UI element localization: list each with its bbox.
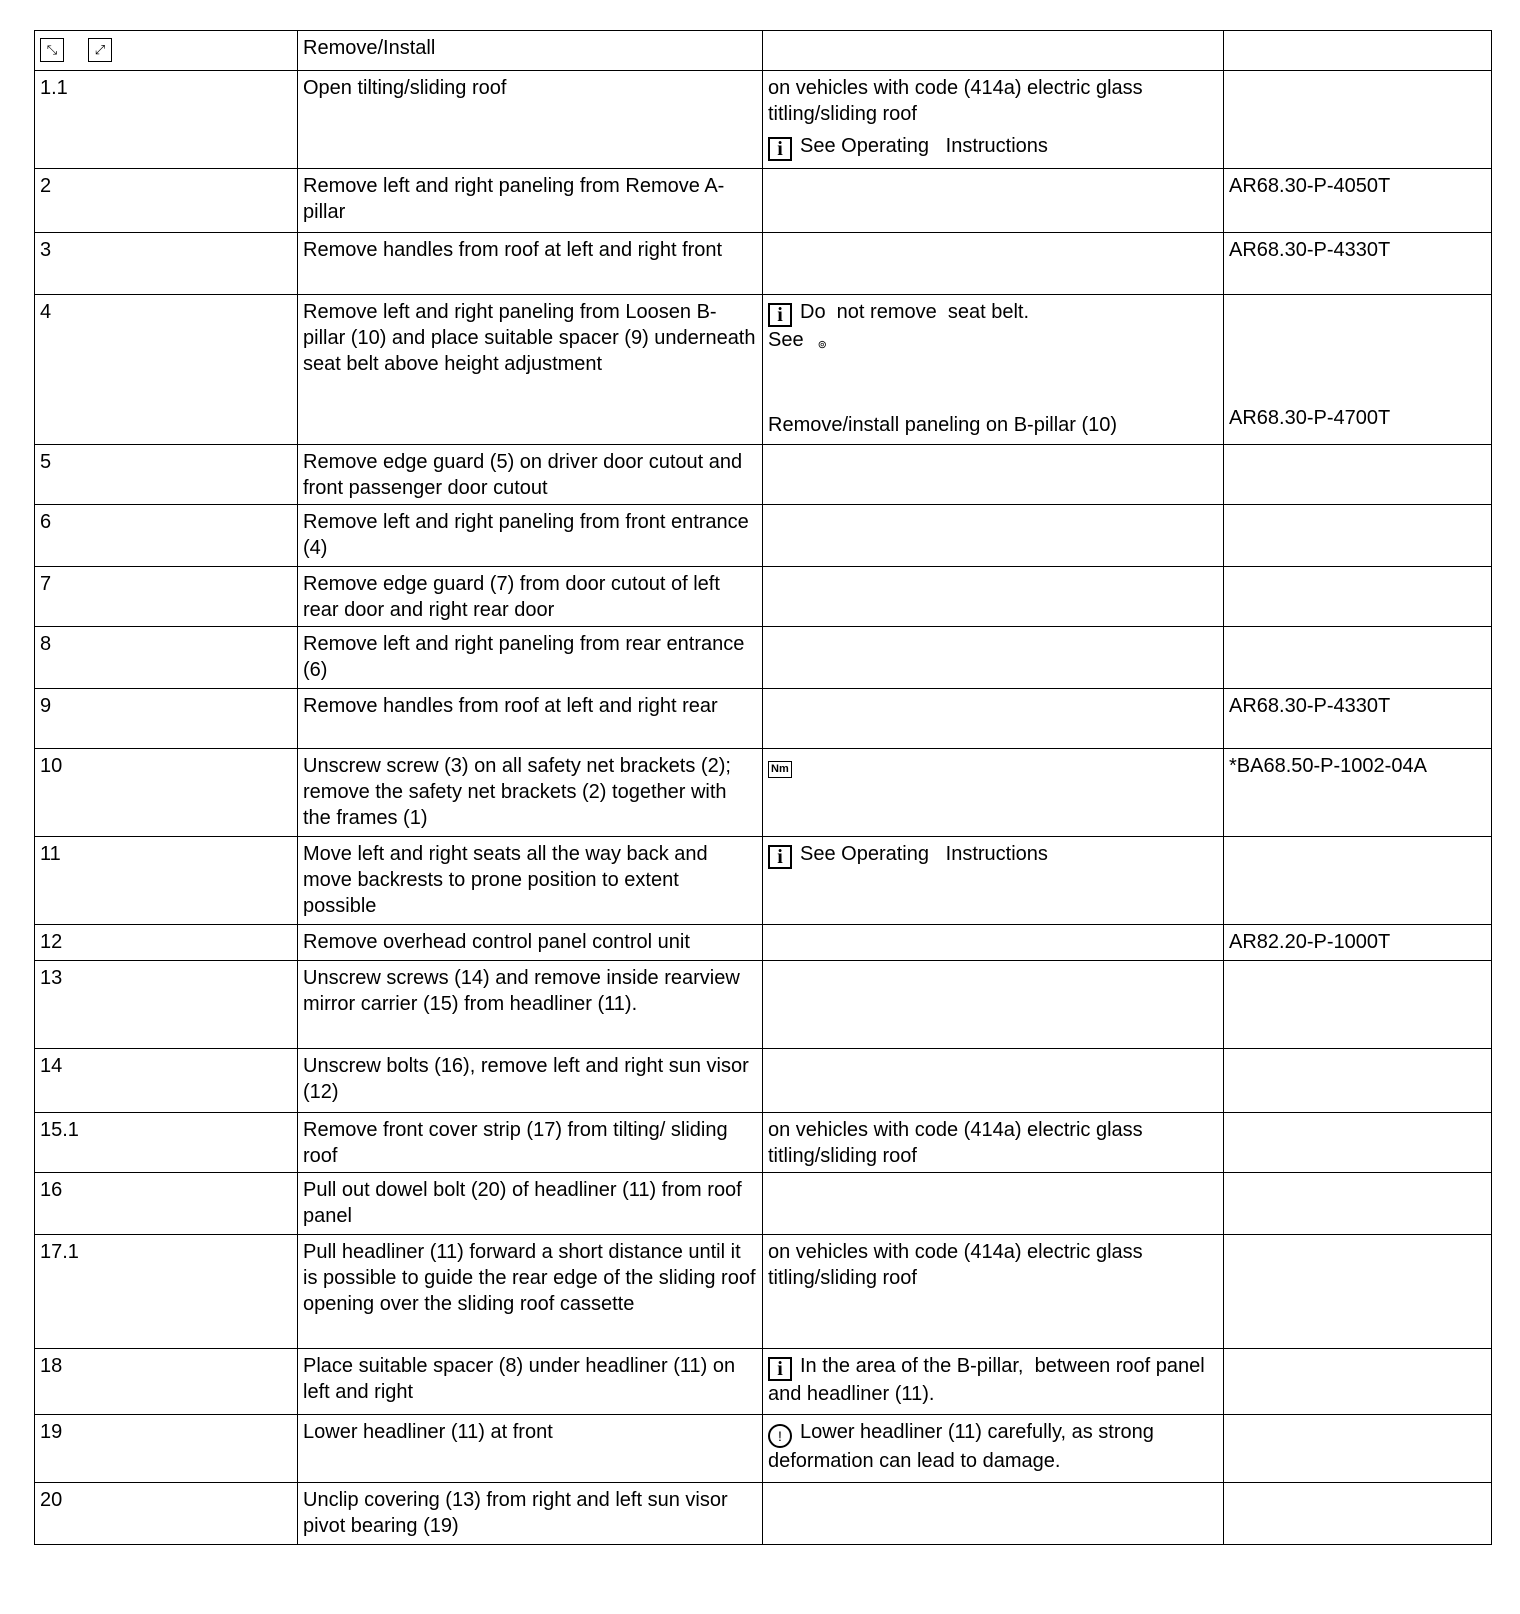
step-number: 11 (35, 837, 298, 925)
step-note: on vehicles with code (414a) electric glass titling/sliding roof (763, 1235, 1224, 1349)
table-row (35, 505, 1492, 567)
step-number: 9 (35, 689, 298, 749)
step-action: Unscrew screw (3) on all safety net brackets (2); remove the safety net brackets (2) together with the frames (1) (298, 749, 763, 837)
table-row (35, 837, 1492, 925)
table-row (35, 567, 1492, 627)
step-subnote: Remove/install paneling on B-pillar (10) (768, 414, 1118, 436)
step-number: 13 (35, 961, 298, 1049)
step-action: Unclip covering (13) from right and left sun visor pivot bearing (19) (298, 1483, 763, 1545)
step-number: 16 (35, 1173, 298, 1235)
procedure-table (34, 30, 1492, 1545)
step-number: 6 (35, 505, 298, 567)
table-row (35, 689, 1492, 749)
see-label: See (768, 329, 804, 351)
collapse-all-icon[interactable]: ⤢ (88, 38, 112, 62)
info-icon: i (768, 1357, 792, 1381)
table-row (35, 1415, 1492, 1483)
step-reference-link[interactable]: AR68.30-P-4700T (1229, 407, 1391, 429)
step-reference-link[interactable]: AR82.20-P-1000T (1224, 925, 1492, 961)
step-number: 5 (35, 445, 298, 505)
step-action: Remove edge guard (5) on driver door cutout and front passenger door cutout (298, 445, 763, 505)
step-action: Remove handles from roof at left and right front (298, 233, 763, 295)
info-text[interactable]: See Operating Instructions (800, 135, 1048, 157)
info-icon: i (768, 137, 792, 161)
table-row (35, 1049, 1492, 1113)
step-number: 18 (35, 1349, 298, 1415)
table-row (35, 1235, 1492, 1349)
table-row (35, 71, 1492, 169)
info-icon: i (768, 845, 792, 869)
step-action: Remove left and right paneling from Remove A-pillar (298, 169, 763, 233)
info-text: Do not remove seat belt. (800, 301, 1030, 323)
header-title: Remove/Install (298, 31, 763, 71)
step-action: Remove handles from roof at left and right rear (298, 689, 763, 749)
step-action: Move left and right seats all the way back and move backrests to prone position to extent possible (298, 837, 763, 925)
step-number: 1.1 (35, 71, 298, 169)
step-note: on vehicles with code (414a) electric glass titling/sliding roof (768, 77, 1143, 125)
step-action: Remove left and right paneling from Loosen B-pillar (10) and place suitable spacer (9) underneath seat belt above height adjustment (298, 295, 763, 445)
table-row (35, 627, 1492, 689)
step-action: Remove overhead control panel control unit (298, 925, 763, 961)
step-number: 17.1 (35, 1235, 298, 1349)
table-row (35, 233, 1492, 295)
step-number: 15.1 (35, 1113, 298, 1173)
step-reference-link[interactable]: AR68.30-P-4330T (1224, 689, 1492, 749)
table-row (35, 925, 1492, 961)
info-icon: i (768, 303, 792, 327)
step-reference (1224, 71, 1492, 169)
step-action: Lower headliner (11) at front (298, 1415, 763, 1483)
step-number: 8 (35, 627, 298, 689)
step-action: Remove edge guard (7) from door cutout of left rear door and right rear door (298, 567, 763, 627)
step-number: 7 (35, 567, 298, 627)
info-text[interactable]: See Operating Instructions (800, 843, 1048, 865)
step-number: 14 (35, 1049, 298, 1113)
step-action: Remove left and right paneling from rear entrance (6) (298, 627, 763, 689)
torque-nm-icon[interactable]: Nm (768, 761, 792, 778)
step-reference-link[interactable]: AR68.30-P-4050T (1224, 169, 1492, 233)
step-action: Remove left and right paneling from front entrance (4) (298, 505, 763, 567)
table-row (35, 1113, 1492, 1173)
step-action: Remove front cover strip (17) from tilting/ sliding roof (298, 1113, 763, 1173)
caution-text: Lower headliner (11) carefully, as strong deformation can lead to damage. (768, 1421, 1154, 1472)
table-header-row (35, 31, 1492, 71)
step-action: Unscrew bolts (16), remove left and right sun visor (12) (298, 1049, 763, 1113)
step-reference-link[interactable]: AR68.30-P-4330T (1224, 233, 1492, 295)
table-row (35, 295, 1492, 445)
step-action: Pull headliner (11) forward a short distance until it is possible to guide the rear edge of the sliding roof opening over the sliding roof cassette (298, 1235, 763, 1349)
step-note: on vehicles with code (414a) electric glass titling/sliding roof (763, 1113, 1224, 1173)
step-action: Open tilting/sliding roof (298, 71, 763, 169)
step-number: 3 (35, 233, 298, 295)
table-row (35, 1173, 1492, 1235)
expand-all-icon[interactable]: ⤡ (40, 38, 64, 62)
step-number: 10 (35, 749, 298, 837)
step-number: 20 (35, 1483, 298, 1545)
step-number: 2 (35, 169, 298, 233)
table-row (35, 445, 1492, 505)
table-row (35, 1349, 1492, 1415)
step-action: Unscrew screws (14) and remove inside rearview mirror carrier (15) from headliner (11). (298, 961, 763, 1049)
caution-icon: ! (768, 1424, 792, 1448)
header-icons-cell (35, 31, 298, 71)
step-action: Pull out dowel bolt (20) of headliner (11) from roof panel (298, 1173, 763, 1235)
table-row (35, 1483, 1492, 1545)
step-number: 12 (35, 925, 298, 961)
table-row (35, 961, 1492, 1049)
table-row (35, 749, 1492, 837)
info-text: In the area of the B-pillar, between roof panel and headliner (11). (768, 1355, 1211, 1405)
step-reference-link[interactable]: *BA68.50-P-1002-04A (1224, 749, 1492, 837)
step-action: Place suitable spacer (8) under headliner (11) on left and right (298, 1349, 763, 1415)
see-reference-icon[interactable]: ⊚ (817, 339, 827, 351)
step-number: 19 (35, 1415, 298, 1483)
step-number: 4 (35, 295, 298, 445)
table-row (35, 169, 1492, 233)
